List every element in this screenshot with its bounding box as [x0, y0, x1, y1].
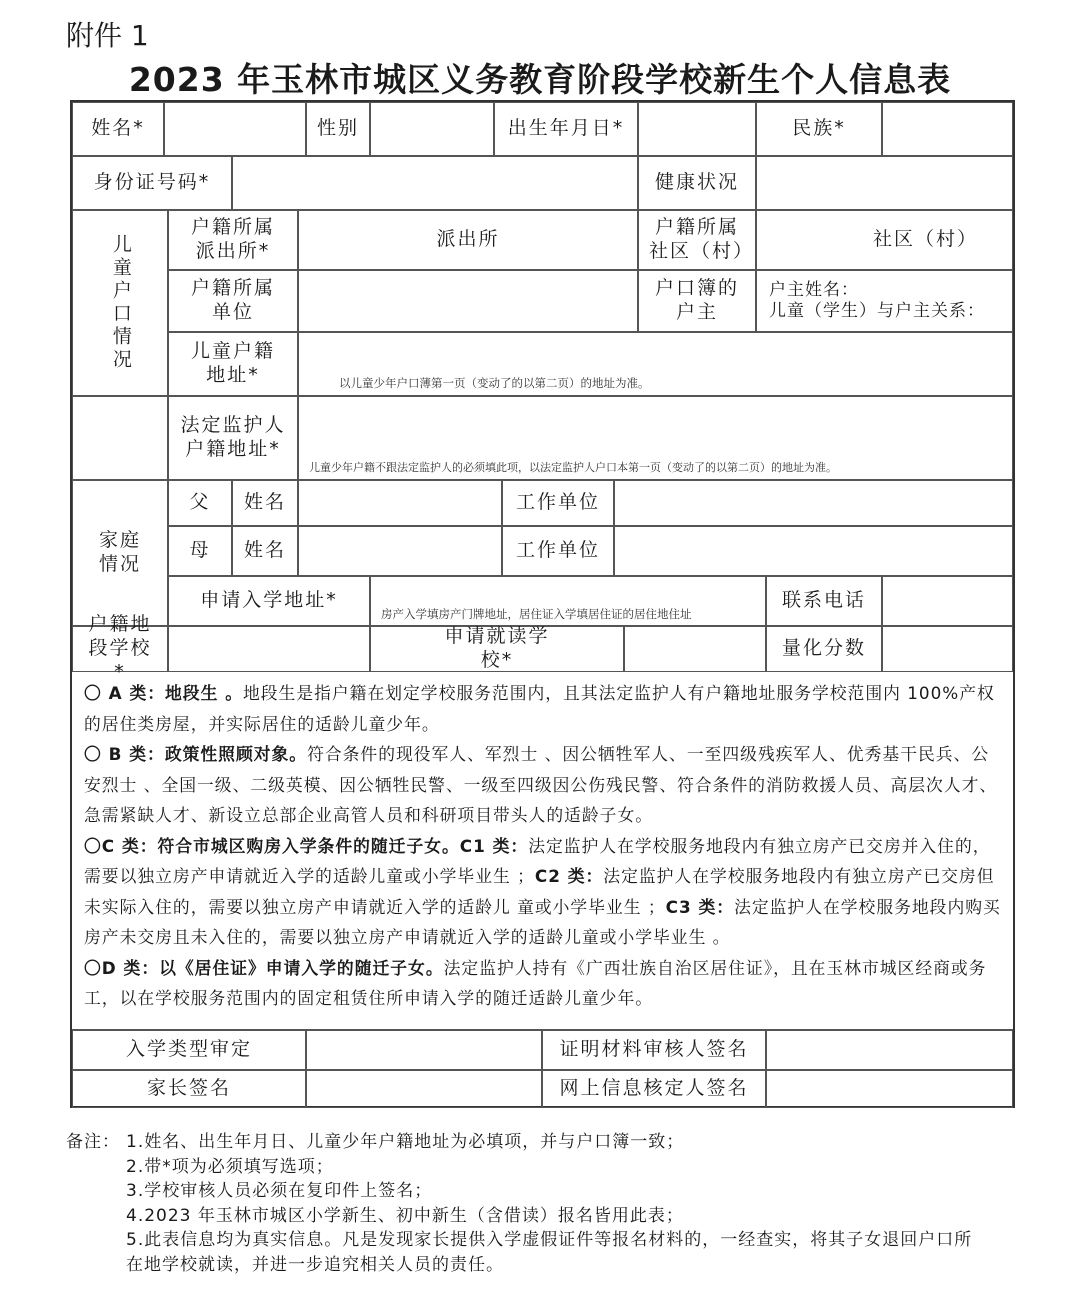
online-reviewer-label: 网上信息核定人签名: [542, 1070, 766, 1108]
online-reviewer-field[interactable]: [766, 1070, 1013, 1108]
ethnicity-field[interactable]: [882, 102, 1013, 156]
category-c2-body: 法定监护人在学校服务地段内有独立房产已交房但未实际入住的，需要以独立房产申请就近入学的适龄儿 童或小学毕业生 ；: [84, 866, 995, 917]
name-label: 姓名*: [72, 102, 164, 156]
mother-name-label: 姓名: [232, 526, 298, 576]
community-label: 户籍所属社区（村）: [638, 210, 756, 270]
remark-item: 4.2023 年玉林市城区小学新生、初中新生（含借读）报名皆用此表；: [126, 1205, 684, 1226]
child-address-label: 儿童户籍地址*: [168, 332, 298, 396]
category-b-body: 符合条件的现役军人、军烈士 、因公牺牲军人、一至四级残疾军人、优秀基干民兵、公安烈士 、全国一级、二级英模、因公牺牲民警、一级至四级因公伤残民警、符合条件的消防救援人员、高层次人才、急需紧缺人才、新设立总部企业高管人员和科研项目带头人的适龄子女。: [84, 744, 998, 825]
category-c3-body: 法定监护人在学校服务地段内购买房产未交房且未入住的，需要以独立房产申请就近入学的适龄儿童或小学毕业生 。: [84, 896, 1001, 947]
mother-label: 母: [168, 526, 232, 576]
health-label: 健康状况: [638, 156, 756, 210]
father-work-label: 工作单位: [502, 480, 614, 526]
guardian-address-field[interactable]: [298, 396, 1013, 480]
parent-sign-field[interactable]: [306, 1070, 542, 1108]
category-c2-head: C2 类：: [534, 866, 604, 886]
unit-label: 户籍所属单位: [168, 270, 298, 332]
type-review-label: 入学类型审定: [72, 1030, 306, 1070]
score-label: 量化分数: [766, 626, 882, 672]
category-a-head: 〇 A 类：地段生 。: [84, 683, 243, 703]
id-label: 身份证号码*: [72, 156, 232, 210]
remark-item: 3.学校审核人员必须在复印件上签名；: [126, 1181, 433, 1201]
ethnicity-label: 民族*: [756, 102, 882, 156]
zone-school-field[interactable]: [168, 626, 370, 672]
gender-field[interactable]: [370, 102, 494, 156]
police-label: 户籍所属派出所*: [168, 210, 298, 270]
name-field[interactable]: [164, 102, 306, 156]
father-work-field[interactable]: [614, 480, 1013, 526]
community-suffix: 社区（村）: [872, 228, 978, 251]
category-c-head: 〇C 类：符合市城区购房入学条件的随迁子女。: [84, 835, 460, 856]
apply-school-label: 申请就读学校*: [370, 626, 624, 672]
remark-item: 2.带*项为必须填写选项；: [126, 1156, 334, 1177]
apply-address-label: 申请入学地址*: [168, 576, 370, 626]
child-address-note: 以儿童少年户口薄第一页（变动了的以第二页）的地址为准。: [339, 375, 650, 390]
category-c1-body: 法定监护人在学校服务地段内有独立房产已交房并入住的，需要以独立房产申请就近入学的适龄儿童或小学毕业生 ；: [84, 835, 991, 886]
category-a: [84, 678, 1003, 739]
guardian-address-label: 法定监护人户籍地址*: [168, 396, 298, 480]
page-title: 2023 年玉林市城区义务教育阶段学校新生个人信息表: [128, 60, 952, 99]
id-field[interactable]: [232, 156, 638, 210]
parent-sign-label: 家长签名: [72, 1070, 306, 1108]
annex-label: 附件 1: [66, 19, 149, 52]
category-c1-head: C1 类：: [459, 835, 529, 856]
apply-address-field[interactable]: [370, 576, 766, 626]
police-suffix: 派出所: [436, 228, 500, 251]
health-field[interactable]: [756, 156, 1013, 210]
householder-name-label: 户主姓名：: [769, 279, 859, 300]
father-name-field[interactable]: [298, 480, 502, 526]
hukou-group-label: 儿童户口情况: [72, 210, 168, 396]
admission-categories: [72, 672, 1013, 1030]
phone-field[interactable]: [882, 576, 1013, 626]
apply-school-field[interactable]: [624, 626, 766, 672]
material-reviewer-field[interactable]: [766, 1030, 1013, 1070]
birth-field[interactable]: [638, 102, 756, 156]
householder-relation-label: 儿童（学生）与户主关系：: [769, 301, 985, 321]
zone-school-label: 户籍地段学校*: [72, 626, 168, 672]
householder-label: 户口簿的户主: [638, 270, 756, 332]
score-field[interactable]: [882, 626, 1013, 672]
remark-item: 1.姓名、出生年月日、儿童少年户籍地址为必填项，并与户口簿一致；: [126, 1132, 685, 1152]
category-c: [84, 831, 1003, 953]
remarks-label: 备注：: [66, 1132, 120, 1152]
category-b: [84, 739, 1003, 831]
father-label: 父: [168, 480, 232, 526]
community-field[interactable]: [756, 210, 1013, 270]
guardian-address-note: 儿童少年户籍不跟法定监护人的必须填此项，以法定监护人户口本第一页（变动了的以第二页）的地址为准。: [309, 461, 837, 475]
householder-field[interactable]: [756, 270, 1013, 332]
child-address-field[interactable]: [298, 332, 1013, 396]
category-d: [84, 953, 1003, 1014]
police-field[interactable]: [298, 210, 638, 270]
category-b-head: 〇 B 类：政策性照顾对象。: [84, 744, 308, 764]
category-c3-head: C3 类：: [665, 896, 735, 917]
remark-item: 5.此表信息均为真实信息。凡是发现家长提供入学虚假证件等报名材料的，一经查实，将其子女退回户口所在地学校就读，并进一步追究相关人员的责任。: [126, 1230, 973, 1275]
family-label: 家庭情况: [72, 480, 168, 626]
phone-label: 联系电话: [766, 576, 882, 626]
father-name-label: 姓名: [232, 480, 298, 526]
apply-address-note: 房产入学填房产门牌地址，居住证入学填居住证的居住地住址: [381, 606, 692, 621]
gender-label: 性别: [306, 102, 370, 156]
mother-work-field[interactable]: [614, 526, 1013, 576]
guardian-group-blank: [72, 396, 168, 480]
info-form: [70, 100, 1015, 1108]
mother-name-field[interactable]: [298, 526, 502, 576]
category-a-body: 地段生是指户籍在划定学校服务范围内，且其法定监护人有户籍地址服务学校范围内 100%产权的居住类房屋，并实际居住的适龄儿童少年。: [84, 683, 995, 734]
birth-label: 出生年月日*: [494, 102, 638, 156]
category-d-head: 〇D 类：以《居住证》申请入学的随迁子女。: [84, 957, 444, 978]
category-d-body: 法定监护人持有《广西壮族自治区居住证》，且在玉林市城区经商或务工，以在学校服务范围内的固定租赁住所申请入学的随迁适龄儿童少年。: [84, 957, 987, 1008]
material-reviewer-label: 证明材料审核人签名: [542, 1030, 766, 1070]
type-review-field[interactable]: [306, 1030, 542, 1070]
remarks: [66, 1130, 1026, 1277]
unit-field[interactable]: [298, 270, 638, 332]
mother-work-label: 工作单位: [502, 526, 614, 576]
